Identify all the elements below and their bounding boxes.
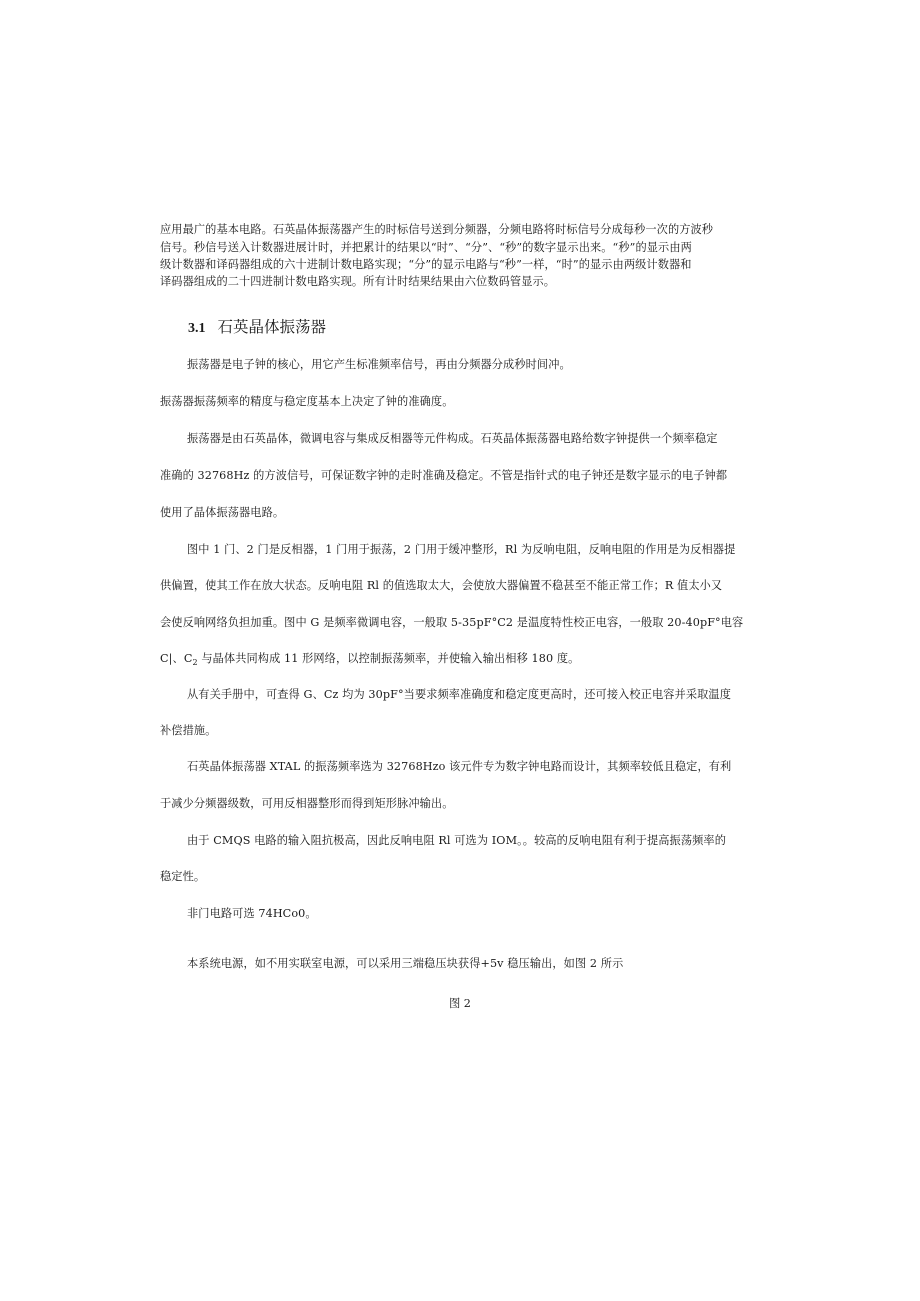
paragraph-1: 振荡器是电子钟的核心，用它产生标准频率信号，再由分频器分成秒时间冲。: [187, 358, 571, 371]
paragraph-4-line-4-text: 与晶体共同构成 11 形网络，以控制振荡频率，并使输入输出相移 180 度。: [197, 652, 580, 665]
paragraph-3-line-3: 使用了晶体振荡器电路。: [160, 506, 285, 519]
figure-caption: 图 2: [449, 997, 471, 1010]
paragraph-7-line-1: 由于 CMQS 电路的输入阻抗极高，因此反响电阻 Rl 可选为 IOM。。较高的反响电阻有利于提高振荡频率的: [187, 834, 726, 847]
capacitor-subscript: 2: [192, 658, 198, 667]
paragraph-8: 非门电路可选 74HCo0。: [187, 907, 317, 920]
paragraph-4-line-1: 图中 1 门、2 门是反相器，1 门用于振荡，2 门用于缓冲整形，Rl 为反响电阻，反响电阻的作用是为反相器提: [187, 543, 736, 556]
paragraph-3-line-1: 振荡器是由石英晶体，微调电容与集成反相器等元件构成。石英晶体振荡器电路给数字钟提供一个频率稳定: [187, 432, 718, 445]
paragraph-5-line-2: 补偿措施。: [160, 724, 217, 737]
paragraph-4-line-2: 供偏置，使其工作在放大状态。反响电阻 Rl 的值选取太大，会使放大器偏置不稳甚至不能正常工作；R 值太小又: [160, 579, 723, 592]
paragraph-6-line-1: 石英晶体振荡器 XTAL 的振荡频率选为 32768Hzo 该元件专为数字钟电路而设计，其频率较低且稳定，有利: [187, 760, 732, 773]
paragraph-2: 振荡器振荡频率的精度与稳定度基本上决定了钟的准确度。: [160, 395, 454, 408]
section-heading: [188, 316, 326, 340]
intro-line-2: 信号。秒信号送入计数器进展计时，并把累计的结果以“时”、“分”、“秒”的数字显示出来。“秒”的显示由两: [160, 241, 692, 254]
paragraph-7-line-2: 稳定性。: [160, 870, 206, 883]
section-number: 3.1: [188, 321, 206, 336]
intro-line-4: 译码器组成的二十四进制计数电路实现。所有计时结果结果由六位数码管显示。: [160, 275, 556, 288]
paragraph-9: 本系统电源，如不用实联室电源，可以采用三端稳压块获得+5v 稳压输出，如图 2 所示: [187, 957, 624, 970]
capacitor-label: C|、C: [160, 652, 193, 665]
section-title: 石英晶体振荡器: [217, 318, 327, 336]
intro-line-1: 应用最广的基本电路。石英晶体振荡器产生的时标信号送到分频器，分频电路将时标信号分成每秒一次的方波秒: [160, 223, 714, 236]
paragraph-4-line-4: [160, 651, 768, 667]
paragraph-3-line-2: 准确的 32768Hz 的方波信号，可保证数字钟的走时准确及稳定。不管是指针式的电子钟还是数字显示的电子钟都: [160, 469, 728, 482]
paragraph-5-line-1: 从有关手册中，可查得 G、Cz 均为 30pF°当要求频率准确度和稳定度更高时，还可接入校正电容并采取温度: [187, 688, 731, 701]
paragraph-4-line-3: 会使反响网络负担加重。图中 G 是频率微调电容，一般取 5-35pF°C2 是温度特性校正电容，一般取 20-40pF°电容: [160, 616, 744, 629]
paragraph-6-line-2: 于减少分频器级数，可用反相器整形而得到矩形脉冲输出。: [160, 797, 454, 810]
intro-line-3: 级计数器和译码器组成的六十进制计数电路实现；“分”的显示电路与“秒”一样，“时”的显示由两级计数器和: [160, 258, 692, 271]
